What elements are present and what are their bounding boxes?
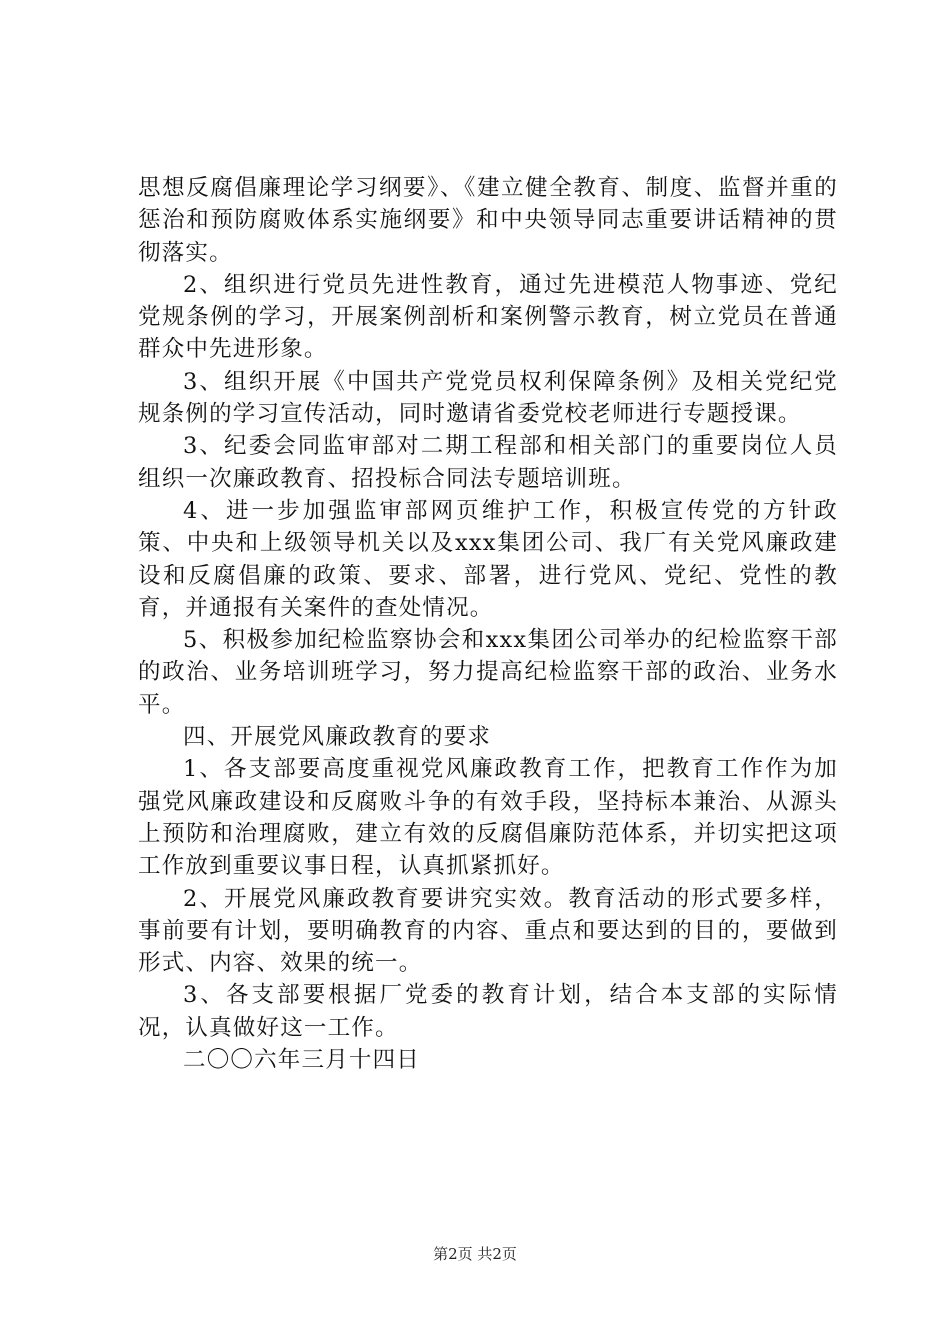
document-date: 二〇〇六年三月十四日 xyxy=(183,1047,421,1074)
paragraph-requirement-2: 2、开展党风廉政教育要讲究实效。教育活动的形式要多样，事前要有计划，要明确教育的内容、重点和要达到的目的，要做到形式、内容、效果的统一。 xyxy=(138,885,838,977)
paragraph-item-2: 2、组织进行党员先进性教育，通过先进模范人物事迹、党纪党规条例的学习，开展案例剖析和案例警示教育，树立党员在普通群众中先进形象。 xyxy=(138,271,838,363)
paragraph-item-3b: 3、纪委会同监审部对二期工程部和相关部门的重要岗位人员组织一次廉政教育、招投标合同法专题培训班。 xyxy=(138,433,838,492)
page-number-label: 第2页 共2页 xyxy=(433,1245,517,1263)
paragraph-continued: 思想反腐倡廉理论学习纲要》、《建立健全教育、制度、监督并重的惩治和预防腐败体系实施纲要》和中央领导同志重要讲话精神的贯彻落实。 xyxy=(138,175,838,266)
document-body xyxy=(138,172,838,1076)
section-heading-requirements: 四、开展党风廉政教育的要求 xyxy=(183,724,492,751)
paragraph-item-5: 5、积极参加纪检监察协会和xxx集团公司举办的纪检监察干部的政治、业务培训班学习，努力提高纪检监察干部的政治、业务水平。 xyxy=(138,627,838,718)
page-footer xyxy=(0,1244,950,1264)
paragraph-item-3a: 3、组织开展《中国共产党党员权利保障条例》及相关党纪党规条例的学习宣传活动，同时邀请省委党校老师进行专题授课。 xyxy=(138,368,838,428)
paragraph-requirement-1: 1、各支部要高度重视党风廉政教育工作，把教育工作作为加强党风廉政建设和反腐败斗争的有效手段，坚持标本兼治、从源头上预防和治理腐败，建立有效的反腐倡廉防范体系，并切实把这项工作放到重要议事日程，认真抓紧抓好。 xyxy=(138,756,838,880)
paragraph-item-4: 4、进一步加强监审部网页维护工作，积极宣传党的方针政策、中央和上级领导机关以及xxx集团公司、我厂有关党风廉政建设和反腐倡廉的政策、要求、部署，进行党风、党纪、党性的教育，并通报有关案件的查处情况。 xyxy=(138,497,838,621)
paragraph-requirement-3: 3、各支部要根据厂党委的教育计划，结合本支部的实际情况，认真做好这一工作。 xyxy=(138,982,838,1041)
